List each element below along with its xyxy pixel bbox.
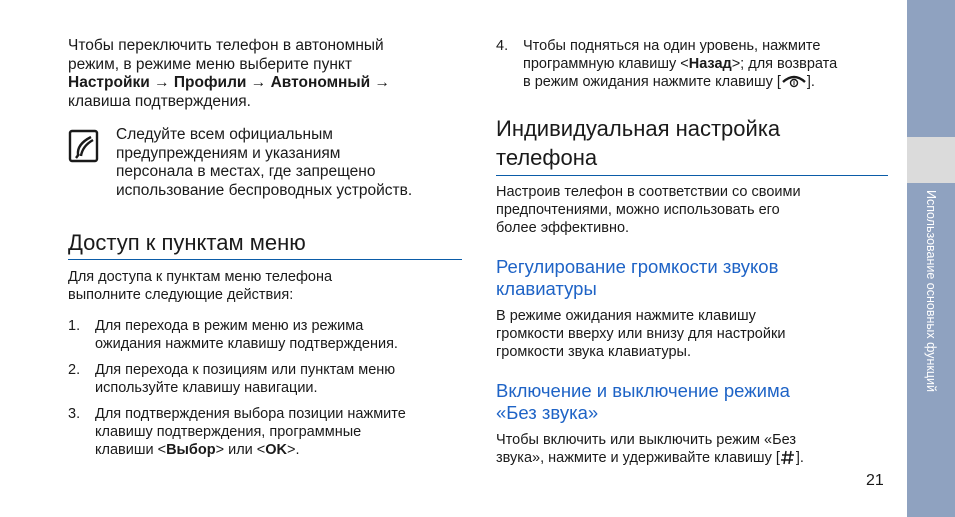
section-intro-line: Для доступа к пунктам меню телефона: [68, 269, 333, 285]
intro-line: Чтобы переключить телефон в автономный: [68, 37, 384, 54]
note-line: персонала в местах, где запрещено: [116, 163, 376, 180]
section-intro-line: предпочтениями, можно использовать его: [496, 202, 780, 218]
section-title: [496, 114, 888, 172]
step-number: 4.: [496, 38, 509, 54]
menu-path: [68, 74, 462, 93]
step-number: 2.: [68, 362, 81, 378]
end-key-icon: [781, 73, 807, 94]
heading-rule: [68, 259, 462, 260]
text-run: в режим ожидания нажмите клавишу [: [523, 74, 781, 90]
title-line: Включение и выключение режима: [496, 380, 790, 401]
text-run: ].: [795, 450, 804, 466]
arrow: →: [250, 74, 267, 91]
body-line: громкости вверху или внизу для настройки: [496, 326, 786, 342]
section-intro-line: Настроив телефон в соответствии со своими: [496, 184, 801, 200]
text-run: программную клавишу <: [523, 56, 689, 72]
step-line: клавишу подтверждения, программные: [95, 424, 362, 440]
subsection-body: [496, 431, 888, 470]
body-line: Чтобы включить или выключить режим «Без: [496, 432, 797, 448]
section-heading: [496, 114, 888, 176]
arrow: →: [154, 74, 170, 91]
text-run: >.: [287, 442, 300, 458]
title-line: Регулирование громкости звуков: [496, 256, 779, 277]
step-line: Для перехода к позициям или пунктам меню: [95, 362, 396, 378]
step-line: [523, 73, 915, 94]
step-line: Для подтверждения выбора позиции нажмите: [95, 406, 406, 422]
step-line: ожидания нажмите клавишу подтверждения.: [95, 336, 398, 352]
menu-path-item: Автономный: [270, 74, 371, 91]
list-item: [68, 361, 462, 397]
title-line: «Без звука»: [496, 402, 599, 423]
subsection-title: [496, 256, 888, 300]
intro-line: режим, в режиме меню выберите пункт: [68, 55, 352, 73]
step-number: 3.: [68, 406, 81, 422]
text-run: ].: [806, 74, 815, 90]
step-line: Для перехода в режим меню из режима: [95, 318, 364, 334]
step-line: используйте клавишу навигации.: [95, 380, 318, 396]
section-intro-line: более эффективно.: [496, 220, 630, 236]
section-intro: [496, 183, 888, 237]
page-number: 21: [866, 472, 884, 489]
subsection-volume: [496, 256, 888, 361]
note-line: Следуйте всем официальным: [116, 126, 333, 143]
heading-rule: [496, 175, 888, 176]
hash-key-icon: [780, 450, 796, 470]
intro-paragraph: [68, 37, 462, 111]
subsection-body: [496, 307, 888, 361]
subsection-silent: [496, 380, 888, 470]
note-line: использование беспроводных устройств.: [116, 181, 413, 199]
intro-line: клавиша подтверждения.: [68, 92, 251, 110]
section-title: Доступ к пунктам меню: [68, 230, 306, 255]
softkey-label: Назад: [688, 56, 732, 72]
section-intro: [68, 268, 462, 304]
title-line: клавиатуры: [496, 278, 597, 299]
menu-path-item: Профили: [173, 74, 247, 91]
title-line: Индивидуальная настройка: [496, 116, 781, 141]
chapter-sidebar: [907, 0, 955, 517]
arrow: →: [374, 74, 390, 91]
text-run: >; для возврата: [731, 56, 838, 72]
subsection-title: [496, 380, 888, 424]
section-intro-line: выполните следующие действия:: [68, 287, 294, 303]
body-line: В режиме ожидания нажмите клавишу: [496, 308, 756, 324]
text-run: > или <: [215, 442, 266, 458]
body-line: громкости звука клавиатуры.: [496, 344, 691, 360]
step-line: Чтобы подняться на один уровень, нажмите: [523, 38, 821, 54]
chapter-tab-marker: [907, 137, 955, 183]
steps-list: [68, 317, 462, 459]
text-run: звука», нажмите и удерживайте клавишу [: [496, 450, 780, 466]
chapter-label: Использование основных функций: [924, 190, 938, 392]
step-line: [523, 55, 915, 73]
body-line: [496, 449, 888, 470]
menu-path-item: Настройки: [68, 74, 150, 91]
note-line: предупреждениям и указаниям: [116, 144, 341, 162]
note-pen-icon: [68, 129, 100, 163]
note-block: [68, 124, 462, 210]
list-item: [496, 37, 915, 94]
step-line: [95, 441, 462, 459]
text-run: клавиши <: [95, 442, 167, 458]
softkey-label: OK: [265, 442, 288, 458]
softkey-label: Выбор: [166, 442, 216, 458]
list-item: [68, 405, 462, 459]
title-line: телефона: [496, 145, 598, 170]
section-heading: [68, 229, 462, 260]
step-number: 1.: [68, 318, 81, 334]
list-item: [68, 317, 462, 353]
